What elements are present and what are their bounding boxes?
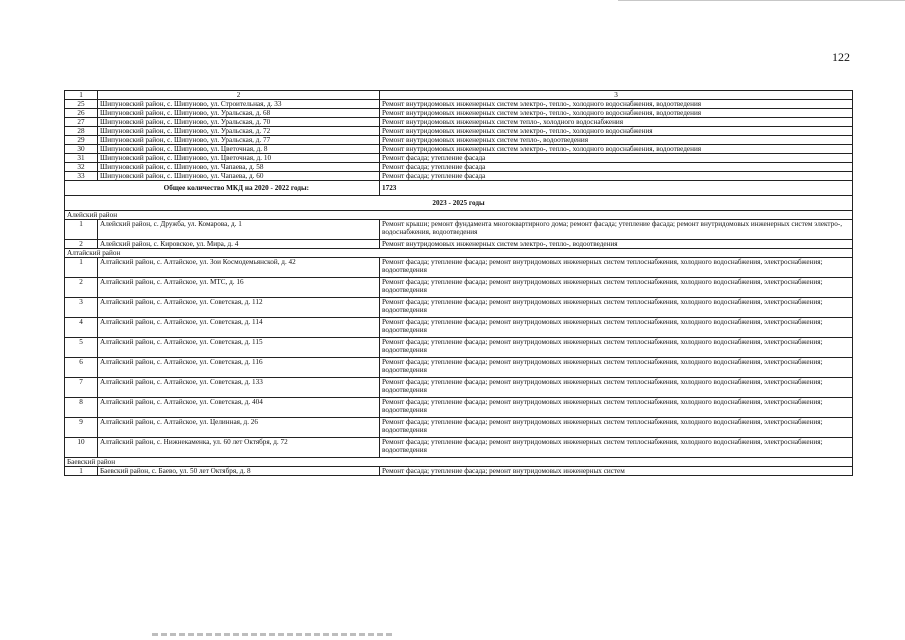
header-row xyxy=(65,91,853,100)
table-row xyxy=(65,109,853,118)
row-number: 5 xyxy=(65,338,98,358)
row-work: Ремонт внутридомовых инженерных систем электро-, тепло-, холодного водоснабжения xyxy=(380,127,853,136)
table-row xyxy=(65,220,853,240)
row-number: 27 xyxy=(65,118,98,127)
row-number: 1 xyxy=(65,220,98,240)
table-row xyxy=(65,118,853,127)
header-col-3: 3 xyxy=(380,91,853,100)
row-number: 31 xyxy=(65,154,98,163)
row-address: Алтайский район, с. Алтайское, ул. Советская, д. 115 xyxy=(98,338,380,358)
row-address: Алейский район, с. Дружба, ул. Комарова, д. 1 xyxy=(98,220,380,240)
row-work: Ремонт крыши; ремонт фундамента многоквартирного дома; ремонт фасада; утепление фасада; ремонт внутридомовых инженерных систем электро-, водоснабжения, водоотведения xyxy=(380,220,853,240)
table-row xyxy=(65,100,853,109)
row-address: Алтайский район, с. Алтайское, ул. Целинная, д. 26 xyxy=(98,418,380,438)
table-row xyxy=(65,338,853,358)
row-work: Ремонт фасада; утепление фасада xyxy=(380,172,853,181)
row-work: Ремонт внутридомовых инженерных систем тепло-, водоотведения xyxy=(380,136,853,145)
row-address: Шипуновский район, с. Шипуново, ул. Строительная, д. 33 xyxy=(98,100,380,109)
page-number: 122 xyxy=(832,50,850,64)
row-number: 4 xyxy=(65,318,98,338)
table-row xyxy=(65,258,853,278)
table-row xyxy=(65,172,853,181)
table-row xyxy=(65,358,853,378)
row-address: Алейский район, с. Кировское, ул. Мира, д. 4 xyxy=(98,240,380,249)
row-work: Ремонт фасада; утепление фасада; ремонт внутридомовых инженерных систем теплоснабжения, холодного водоснабжения, электроснабжения; водоотведения xyxy=(380,398,853,418)
row-work: Ремонт фасада; утепление фасада; ремонт внутридомовых инженерных систем теплоснабжения, холодного водоснабжения, электроснабжения; водоотведения xyxy=(380,318,853,338)
row-work: Ремонт фасада; утепление фасада; ремонт внутридомовых инженерных систем теплоснабжения, холодного водоснабжения, электроснабжения; водоотведения xyxy=(380,358,853,378)
row-number: 3 xyxy=(65,298,98,318)
table-row xyxy=(65,145,853,154)
table-row xyxy=(65,278,853,298)
table-row xyxy=(65,318,853,338)
row-address: Алтайский район, с. Алтайское, ул. МТС, д. 16 xyxy=(98,278,380,298)
row-work: Ремонт фасада; утепление фасада; ремонт внутридомовых инженерных систем теплоснабжения, холодного водоснабжения, электроснабжения; водоотведения xyxy=(380,258,853,278)
row-number: 1 xyxy=(65,467,98,476)
period-row xyxy=(65,196,853,211)
table-row xyxy=(65,127,853,136)
table-row xyxy=(65,298,853,318)
row-work: Ремонт фасада; утепление фасада; ремонт внутридомовых инженерных систем теплоснабжения, холодного водоснабжения, электроснабжения; водоотведения xyxy=(380,338,853,358)
top-edge-line xyxy=(618,0,905,1)
row-work: Ремонт фасада; утепление фасада; ремонт внутридомовых инженерных систем теплоснабжения, холодного водоснабжения, электроснабжения; водоотведения xyxy=(380,418,853,438)
row-address: Алтайский район, с. Алтайское, ул. Советская, д. 116 xyxy=(98,358,380,378)
table-row xyxy=(65,418,853,438)
row-work: Ремонт фасада; утепление фасада; ремонт внутридомовых инженерных систем теплоснабжения, холодного водоснабжения, электроснабжения; водоотведения xyxy=(380,298,853,318)
table-row xyxy=(65,163,853,172)
row-address: Шипуновский район, с. Шипуново, ул. Уральская, д. 72 xyxy=(98,127,380,136)
row-address: Шипуновский район, с. Шипуново, ул. Цветочная, д. 10 xyxy=(98,154,380,163)
row-address: Шипуновский район, с. Шипуново, ул. Уральская, д. 68 xyxy=(98,109,380,118)
row-work: Ремонт внутридомовых инженерных систем тепло-, холодного водоснабжения xyxy=(380,118,853,127)
row-work: Ремонт фасада; утепление фасада; ремонт внутридомовых инженерных систем теплоснабжения, холодного водоснабжения, электроснабжения; водоотведения xyxy=(380,378,853,398)
district-altaysky: Алтайский район xyxy=(65,249,853,258)
row-number: 2 xyxy=(65,278,98,298)
row-work: Ремонт внутридомовых инженерных систем электро-, тепло-, холодного водоснабжения, водоотведения xyxy=(380,109,853,118)
row-address: Шипуновский район, с. Шипуново, ул. Уральская, д. 77 xyxy=(98,136,380,145)
row-address: Алтайский район, с. Алтайское, ул. Советская, д. 112 xyxy=(98,298,380,318)
row-number: 10 xyxy=(65,438,98,458)
header-col-1: 1 xyxy=(65,91,98,100)
row-address: Шипуновский район, с. Шипуново, ул. Уральская, д. 70 xyxy=(98,118,380,127)
row-number: 29 xyxy=(65,136,98,145)
row-number: 25 xyxy=(65,100,98,109)
row-number: 28 xyxy=(65,127,98,136)
scan-artifact xyxy=(152,633,392,636)
row-work: Ремонт внутридомовых инженерных систем электро-, тепло-, холодного водоснабжения, водоотведения xyxy=(380,145,853,154)
row-number: 8 xyxy=(65,398,98,418)
row-work: Ремонт фасада; утепление фасада; ремонт внутридомовых инженерных систем теплоснабжения, холодного водоснабжения, электроснабжения; водоотведения xyxy=(380,438,853,458)
row-number: 1 xyxy=(65,258,98,278)
district-row xyxy=(65,458,853,467)
row-work: Ремонт фасада; утепление фасада xyxy=(380,163,853,172)
row-number: 33 xyxy=(65,172,98,181)
table-row xyxy=(65,378,853,398)
row-address: Алтайский район, с. Алтайское, ул. Советская, д. 114 xyxy=(98,318,380,338)
row-number: 30 xyxy=(65,145,98,154)
row-number: 32 xyxy=(65,163,98,172)
row-number: 2 xyxy=(65,240,98,249)
row-number: 9 xyxy=(65,418,98,438)
row-address: Алтайский район, с. Нижнекаменка, ул. 60 лет Октября, д. 72 xyxy=(98,438,380,458)
row-address: Шипуновский район, с. Шипуново, ул. Цветочная, д. 8 xyxy=(98,145,380,154)
header-col-2: 2 xyxy=(98,91,380,100)
mkd-table xyxy=(64,90,853,476)
table-row xyxy=(65,398,853,418)
total-row xyxy=(65,181,853,196)
row-work: Ремонт внутридомовых инженерных систем электро-, тепло-, водоотведения xyxy=(380,240,853,249)
row-work: Ремонт фасада; утепление фасада xyxy=(380,154,853,163)
row-address: Алтайский район, с. Алтайское, ул. Советская, д. 404 xyxy=(98,398,380,418)
row-address: Шипуновский район, с. Шипуново, ул. Чапаева, д. 58 xyxy=(98,163,380,172)
row-work: Ремонт внутридомовых инженерных систем электро-, тепло-, холодного водоснабжения, водоотведения xyxy=(380,100,853,109)
table-row xyxy=(65,154,853,163)
total-label: Общее количество МКД на 2020 - 2022 годы: xyxy=(65,181,380,196)
table-row xyxy=(65,438,853,458)
district-aleysky: Алейский район xyxy=(65,211,853,220)
total-value: 1723 xyxy=(380,181,853,196)
row-number: 7 xyxy=(65,378,98,398)
district-baevsky: Баевский район xyxy=(65,458,853,467)
row-address: Шипуновский район, с. Шипуново, ул. Чапаева, д. 60 xyxy=(98,172,380,181)
table-row xyxy=(65,240,853,249)
table-row xyxy=(65,467,853,476)
table-row xyxy=(65,136,853,145)
row-address: Алтайский район, с. Алтайское, ул. Зои Космодемьянской, д. 42 xyxy=(98,258,380,278)
row-work: Ремонт фасада; утепление фасада; ремонт внутридомовых инженерных систем xyxy=(380,467,853,476)
district-row xyxy=(65,211,853,220)
row-number: 26 xyxy=(65,109,98,118)
row-address: Баевский район, с. Баево, ул. 50 лет Октября, д. 8 xyxy=(98,467,380,476)
period-label: 2023 - 2025 годы xyxy=(65,196,853,211)
row-work: Ремонт фасада; утепление фасада; ремонт внутридомовых инженерных систем теплоснабжения, холодного водоснабжения, электроснабжения; водоотведения xyxy=(380,278,853,298)
row-number: 6 xyxy=(65,358,98,378)
row-address: Алтайский район, с. Алтайское, ул. Советская, д. 133 xyxy=(98,378,380,398)
district-row xyxy=(65,249,853,258)
